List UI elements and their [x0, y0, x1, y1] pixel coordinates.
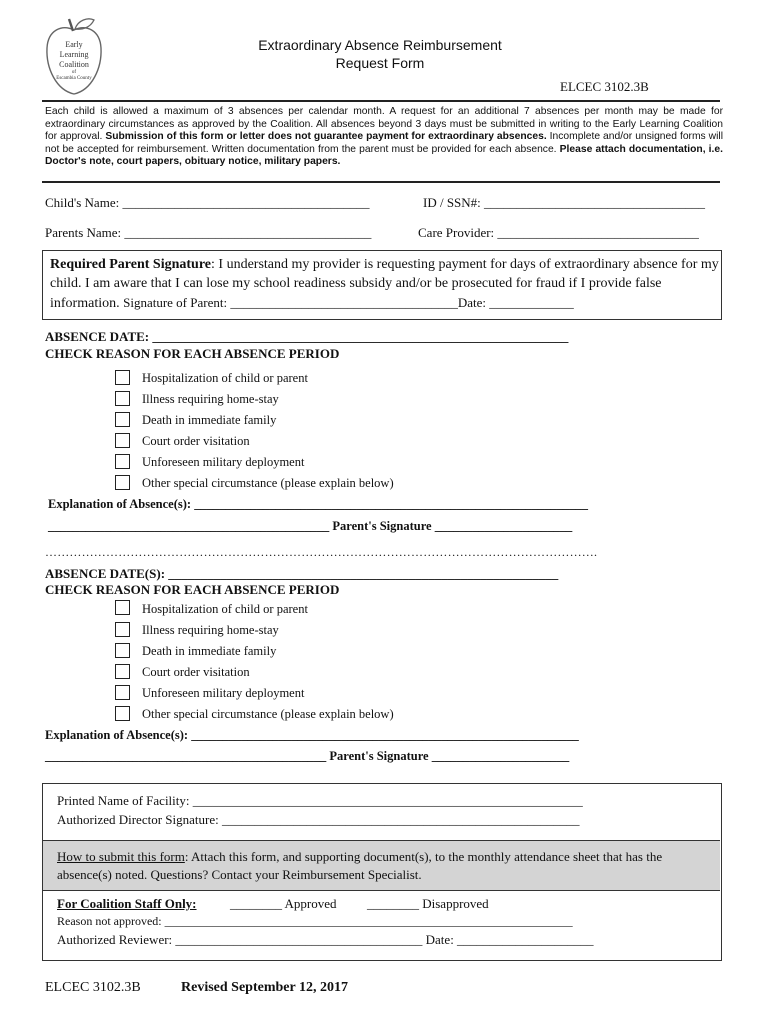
footer-revised-date: Revised September 12, 2017 — [181, 980, 348, 995]
reason-label: Illness requiring home-stay — [142, 623, 279, 637]
reason-checkbox-hospitalization[interactable] — [115, 600, 130, 615]
disapproved-field[interactable]: ________ Disapproved — [367, 896, 489, 911]
reason-checkbox-military[interactable] — [115, 685, 130, 700]
header-divider — [42, 100, 720, 102]
logo-line-1: Early — [65, 40, 83, 49]
reason-label: Unforeseen military deployment — [142, 686, 305, 700]
reason-label: Other special circumstance (please explain below) — [142, 707, 394, 721]
absence-date-field[interactable]: ABSENCE DATE: ________________________________________________________________ — [45, 329, 569, 344]
logo-line-5: Escambia County — [56, 76, 92, 81]
reason-label: Unforeseen military deployment — [142, 455, 305, 469]
reason-checkbox-other[interactable] — [115, 475, 130, 490]
coalition-logo — [44, 16, 104, 98]
reason-checkbox-hospitalization[interactable] — [115, 370, 130, 385]
signature-statement-text: : I understand my provider is requesting payment for days of extraordinary absence for my child. I am aware that I can lose my school readiness subsidy and/or be prosecuted for fraud if I provide false information. — [50, 257, 719, 311]
reason-label: Death in immediate family — [142, 644, 277, 658]
reason-checkbox-military[interactable] — [115, 454, 130, 469]
reason-checkbox-court-order[interactable] — [115, 664, 130, 679]
facility-name-field[interactable]: Printed Name of Facility: ____________________________________________________________ — [57, 793, 583, 808]
submission-instructions — [57, 848, 707, 884]
logo-line-4: of — [71, 70, 77, 75]
intro-text: Each child is allowed a maximum of 3 absences per calendar month. A request for an additional 7 absences per month may be made for extraordinary circumstances as approved by the Coalition. All absences beyond 3 days must be submitted in writing to the Early Learning Coalition for approval. — [45, 106, 723, 143]
staff-only-label: For Coalition Staff Only: — [57, 896, 197, 911]
reason-label: Illness requiring home-stay — [142, 392, 279, 406]
form-id: ELCEC 3102.3B — [560, 79, 649, 94]
childs-name-field[interactable]: Child's Name: ______________________________________ — [45, 195, 370, 210]
reason-label: Other special circumstance (please explain below) — [142, 476, 394, 490]
form-title-line-1: Extraordinary Absence Reimbursement — [258, 37, 502, 53]
reason-checkbox-death[interactable] — [115, 412, 130, 427]
signature-heading: Required Parent Signature — [50, 257, 212, 272]
explanation-field[interactable]: Explanation of Absence(s): ______________________________________________________________ — [45, 728, 579, 742]
footer-form-id: ELCEC 3102.3B — [45, 980, 141, 995]
logo-line-2: Learning — [59, 50, 89, 59]
parents-name-field[interactable]: Parents Name: ______________________________________ — [45, 225, 372, 240]
reason-heading: CHECK REASON FOR EACH ABSENCE PERIOD — [45, 582, 340, 597]
parent-signature-line[interactable]: _____________________________________________ Parent's Signature ______________________ — [45, 749, 570, 763]
how-to-submit-text: : Attach this form, and supporting document(s), to the monthly attendance sheet that has the absence(s) noted. Questions? Contact your Reimbursement Specialist. — [57, 849, 663, 882]
logo-line-3: Coalition — [59, 60, 89, 69]
reason-label: Hospitalization of child or parent — [142, 602, 308, 616]
reason-checkbox-illness[interactable] — [115, 391, 130, 406]
intro-bold-2: Please attach documentation, i.e. Doctor's note, court papers, obituary notice, military papers. — [45, 143, 723, 168]
explanation-field[interactable]: Explanation of Absence(s): _______________________________________________________________ — [48, 497, 588, 511]
form-title — [200, 36, 560, 72]
how-to-submit-label: How to submit this form — [57, 849, 185, 864]
parent-signature-statement — [50, 255, 720, 313]
reason-not-approved-field[interactable]: Reason not approved: ____________________________________________________________________ — [57, 914, 573, 928]
intro-bold-1: Submission of this form or letter does not guarantee payment for extraordinary absences. — [105, 131, 547, 143]
reason-checkbox-court-order[interactable] — [115, 433, 130, 448]
reason-label: Court order visitation — [142, 665, 250, 679]
reason-label: Court order visitation — [142, 434, 250, 448]
parent-signature-field[interactable]: Signature of Parent: ___________________________________Date: _____________ — [123, 295, 574, 310]
intro-text-2: Incomplete and/or unsigned forms will not be accepted for reimbursement. Written documentation from the parent must be provided for each absence. — [45, 131, 723, 155]
approved-field[interactable]: ________ Approved — [230, 896, 337, 911]
reason-label: Hospitalization of child or parent — [142, 371, 308, 385]
authorized-reviewer-field[interactable]: Authorized Reviewer: ______________________________________ Date: _____________________ — [57, 932, 594, 947]
id-ssn-field[interactable]: ID / SSN#: __________________________________ — [423, 195, 706, 210]
intro-divider — [42, 181, 720, 183]
director-signature-field[interactable]: Authorized Director Signature: _______________________________________________________ — [57, 812, 580, 827]
reason-checkbox-illness[interactable] — [115, 622, 130, 637]
parent-signature-line[interactable]: _____________________________________________ Parent's Signature ______________________ — [48, 519, 573, 533]
form-title-line-2: Request Form — [335, 55, 425, 71]
intro-paragraph — [45, 106, 723, 169]
care-provider-field[interactable]: Care Provider: _______________________________ — [418, 225, 699, 240]
absence-dates-field[interactable]: ABSENCE DATE(S): ____________________________________________________________ — [45, 566, 559, 581]
reason-checkbox-death[interactable] — [115, 643, 130, 658]
reason-checkbox-other[interactable] — [115, 706, 130, 721]
section-separator: ………………………………………………………………………………………………………………………. — [45, 545, 598, 559]
reason-label: Death in immediate family — [142, 413, 277, 427]
reason-heading: CHECK REASON FOR EACH ABSENCE PERIOD — [45, 346, 340, 361]
